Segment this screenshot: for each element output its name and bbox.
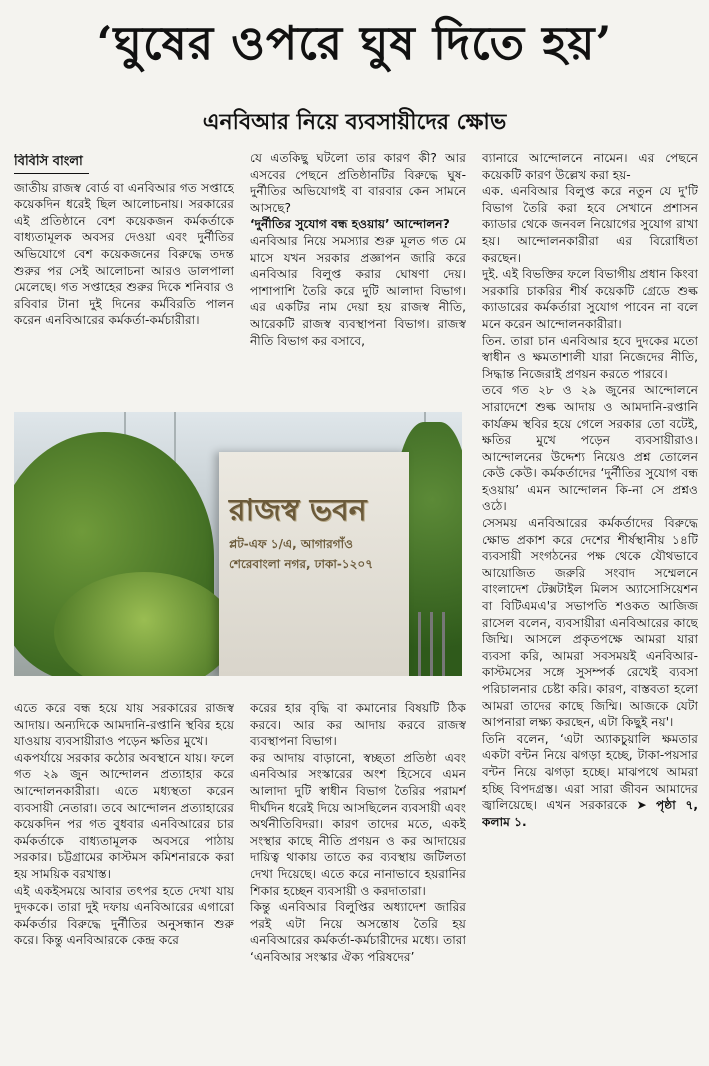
paragraph: সেসময় এনবিআরের কর্মকর্তাদের বিরুদ্ধে ক্ষোভ প্রকাশ করে দেশের শীর্ষস্থানীয় ১৪টি ব্যবসায়ী সংগঠনের পক্ষ থেকে যৌথভাবে আয়োজিত জরুরি সংবাদ সম্মেলনে বাংলাদেশ টেক্সটাইল মিলস অ্যাসোসিয়েশন বা বিটিএমএ'র সভাপতি শওকত আজিজ রাসেল বলেন, ব্যবসায়ীরা এনবিআরের কাছে জিম্মি। আসলে প্রকৃতপক্ষে আমরা যারা ব্যবসা করি, আমরা সবসময়ই এনবিআর-কাস্টমসের সঙ্গে সুসম্পর্ক রেখেই ব্যবসা পরিচালনার চেষ্টা করি। কারণ, বাস্তবতা হলো আমরা তাদের কাছে জিম্মি। আজকে যেটা আপনারা লক্ষ্য করছেন, এটা কিছুই নয়'। xyxy=(482,516,698,730)
paragraph: তিন. তারা চান এনবিআর হবে দুদকের মতো স্বাধীন ও ক্ষমতাশালী যারা নিজেদের নীতি, সিদ্ধান্ত নিজেরাই প্রণয়ন করতে পারবে। xyxy=(482,333,698,381)
paragraph: দুই. এই বিভক্তির ফলে বিভাগীয় প্রধান কিংবা সরকারি চাকরির শীর্ষ কয়েকটি গ্রেডে শুল্ক ক্যাডারের কর্মকর্তারা সুযোগ পাবেন না বলে মনে করেন আন্দোলনকারীরা। xyxy=(482,267,698,331)
headline: ‘ঘুষের ওপরে ঘুষ দিতে হয়’ xyxy=(96,16,613,70)
paragraph: ব্যানারে আন্দোলনে নামেন। এর পেছনে কয়েকটি কারণ উল্লেখ করা হয়- xyxy=(482,151,698,182)
continued-label: পৃষ্ঠা ৭, কলাম ১. xyxy=(482,798,698,829)
paragraph: এক. এনবিআর বিলুপ্ত করে নতুন যে দু'টি বিভাগ তৈরি করা হবে সেখানে প্রশাসন ক্যাডার থেকে জনবল নিয়োগের সুযোগ রাখা হয়। আন্দোলনকারীরা এর বিরোধিতা করছেন। xyxy=(482,184,698,265)
paragraph: কর আদায় বাড়ানো, স্বচ্ছতা প্রতিষ্ঠা এবং এনবিআর সংস্কারের অংশ হিসেবে এমন আলাদা দুটি স্বাধীন বিভাগ তৈরির পরামর্শ দীর্ঘদিন ধরেই দিয়ে আসছিলেন ব্যবসায়ী এবং অর্থনীতিবিদরা। কারণ তাদের মতে, একই সংস্থার কাছে নীতি প্রণয়ন ও কর আদায়ের দায়িত্ব থাকায় তাতে কর ব্যবস্থায় জটিলতা দেখা দিয়েছে। এতে করে নানাভাবে হয়রানির শিকার হচ্ছেন ব্যবসায়ী ও করদাতারা। xyxy=(250,750,466,898)
sign-line: প্লট-এফ ১/এ, আগারগাঁও xyxy=(229,537,353,551)
sign-title: রাজস্ব ভবন xyxy=(229,493,367,528)
paragraph: এতে করে বন্ধ হয়ে যায় সরকারের রাজস্ব আদায়। অন্যদিকে আমদানি-রপ্তানি স্থবির হয়ে যাওয়ায় ব্যবসায়ীরাও পড়েন ক্ষতির মুখে। xyxy=(14,701,234,749)
paragraph-last xyxy=(482,731,698,831)
article-column-1-top xyxy=(14,154,234,404)
article-column-1-bottom xyxy=(14,700,234,1062)
paragraph: জাতীয় রাজস্ব বোর্ড বা এনবিআর গত সপ্তাহে কয়েকদিন ধরেই ছিল আলোচনায়। সরকারের এই প্রতিষ্ঠানে বেশ কয়েকজন কর্মকর্তাকে বাধ্যতামূলক অবসর দেওয়া এবং দুর্নীতির অভিযোগে বেশ কয়েকজনের বিরুদ্ধে তদন্ত শুরুর পর সেই আলোচনা আরও ডালপালা মেলেছে। গত সপ্তাহের শুরুর দিকে শনিবার ও রবিবার টানা দুই দিনের কর্মবিরতি পালন করেন এনবিআরের কর্মকর্তা-কর্মচারীরা। xyxy=(14,180,234,328)
paragraph-text: তিনি বলেন, ‘এটা অ্যাকচুয়ালি ক্ষমতার একটা বন্টন নিয়ে ঝগড়া হচ্ছে, টাকা-পয়সার বন্টন নিয়ে ঝগড়া হচ্ছে। মাঝপথে আমরা হচ্ছি বিপদগ্রস্ত। এরা সারা জীবন আমাদের জ্বালিয়েছে। এখন সরকারকে xyxy=(482,731,698,813)
paragraph: করের হার বৃদ্ধি বা কমানোর বিষয়টি ঠিক করবে। আর কর আদায় করবে রাজস্ব ব্যবস্থাপনা বিভাগ। xyxy=(250,701,466,749)
article-column-2-bottom xyxy=(250,700,466,1062)
section-subhead: ‘দুর্নীতির সুযোগ বন্ধ হওয়ায়’ আন্দোলন? xyxy=(250,217,450,232)
continued-arrow-icon: ➤ xyxy=(636,798,647,813)
byline: বিবিসি বাংলা xyxy=(14,154,89,174)
paragraph: কিন্তু এনবিআর বিলুপ্তির অধ্যাদেশ জারির পরই এটা নিয়ে অসন্তোষ তৈরি হয় এনবিআরের কর্মকর্তা-কর্মচারীদের মধ্যে। তারা ‘এনবিআর সংস্কার ঐক্য পরিষদের’ xyxy=(250,900,466,964)
paragraph: তবে গত ২৮ ও ২৯ জুনের আন্দোলনে সারাদেশে শুল্ক আদায় ও আমদানি-রপ্তানি কার্যক্রম স্থবির হয়ে গেলে সরকার তো বটেই, ক্ষতির মুখে পড়েন ব্যবসায়ীরাও। আন্দোলনের উদ্দেশ্য নিয়েও প্রশ্ন তোলেন কেউ কেউ। কর্মকর্তাদের ‘দুর্নীতির সুযোগ বন্ধ হওয়ায়’ এমন আন্দোলন কি-না সে প্রশ্নও ওঠে। xyxy=(482,383,698,514)
article-photo xyxy=(14,412,462,676)
paragraph: এনবিআর নিয়ে সমস্যার শুরু মূলত গত মে মাসে যখন সরকার প্রজ্ঞাপন জারি করে এনবিআর বিলুপ্ত করার ঘোষণা দেয়। পাশাপাশি তৈরি করে দুটি আলাদা বিভাগ। এর একটির নাম দেয়া হয় রাজস্ব নীতি, আরেকটি রাজস্ব ব্যবস্থাপনা বিভাগ। রাজস্ব নীতি বিভাগ কর বসাবে, xyxy=(250,233,466,348)
article-column-3 xyxy=(482,150,698,1062)
article-column-2-top xyxy=(250,150,466,402)
paragraph: যে এতকিছু ঘটলো তার কারণ কী? আর এসবের পেছনে প্রতিষ্ঠানটির বিরুদ্ধে ঘুষ-দুর্নীতির অভিযোগই বা বারবার কেন সামনে আসছে? xyxy=(250,151,466,215)
paragraph: একপর্যায়ে সরকার কঠোর অবস্থানে যায়। ফলে গত ২৯ জুন আন্দোলন প্রত্যাহার করে আন্দোলনকারীরা। এতে মধ্যস্থতা করেন ব্যবসায়ী নেতারা। তবে আন্দোলন প্রত্যাহারের কয়েকদিন পর গত বুধবার এনবিআরের চার কর্মকর্তাকে বাধ্যতামূলক অবসরে পাঠায় সরকার। চট্টগ্রামের কাস্টমস কমিশনারকে করা হয় সাময়িক বরখাস্ত। xyxy=(14,750,234,881)
paragraph: এই একইসময়ে আবার তৎপর হতে দেখা যায় দুদককে। তারা দুই দফায় এনবিআরের এগারো কর্মকর্তার বিরুদ্ধে দুর্নীতির অনুসন্ধান শুরু করে। কিন্তু এনবিআরকে কেন্দ্র করে xyxy=(14,883,234,948)
subheadline: এনবিআর নিয়ে ব্যবসায়ীদের ক্ষোভ xyxy=(202,110,507,135)
sign-line: শেরেবাংলা নগর, ঢাকা-১২০৭ xyxy=(229,557,373,571)
